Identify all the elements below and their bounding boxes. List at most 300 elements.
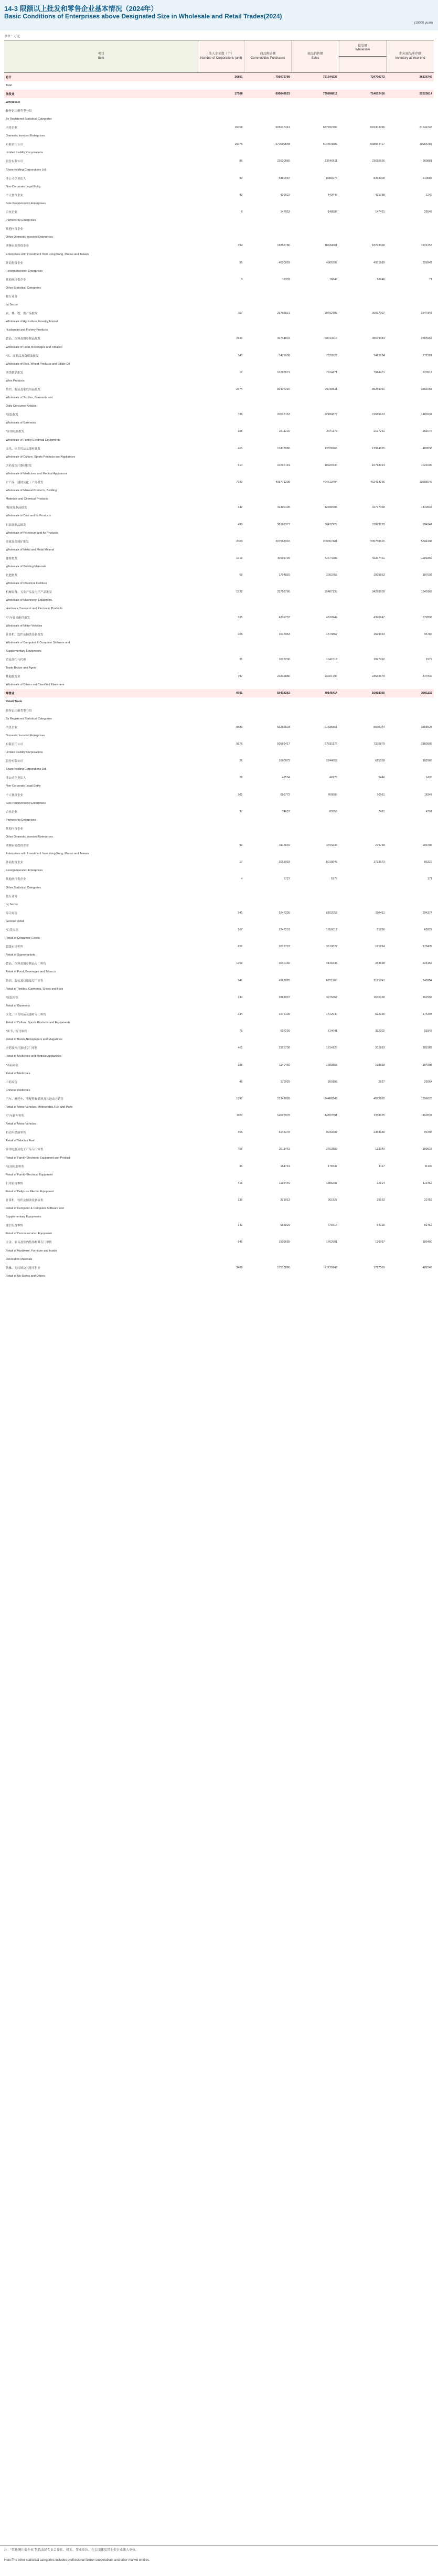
row-label: 五金、家具及室内装饰材料专门零售	[6, 1241, 52, 1245]
cell-value	[244, 706, 292, 715]
cell-value	[244, 951, 292, 959]
cell-value: 203411	[375, 911, 385, 915]
table-row	[4, 520, 434, 528]
cell-value	[198, 317, 244, 326]
table-row	[4, 334, 434, 343]
cell-value: 10929734	[324, 463, 338, 467]
table-row	[4, 951, 434, 959]
unit-label-en: (10000 yuan)	[414, 22, 433, 25]
table-row	[4, 647, 434, 655]
table-row	[4, 909, 434, 917]
row-label: Wholesale of Food, Beverages and Tobacco	[6, 345, 62, 349]
cell-value: 3601132	[387, 689, 434, 697]
cell-value	[339, 360, 386, 368]
cell-value	[387, 681, 434, 689]
cell-value: 5010847	[326, 861, 338, 864]
row-label: Foreign Invested Enterprises	[6, 869, 43, 873]
cell-value	[198, 495, 244, 503]
row-label: *米、面制品及食用油批发	[6, 354, 39, 358]
cell-value: 9233392	[326, 1131, 338, 1135]
cell-value	[292, 732, 339, 740]
cell-value	[339, 233, 386, 241]
cell-value	[198, 1137, 244, 1145]
cell-value: 1505689	[279, 1241, 290, 1244]
row-label: Wholesale of Family Electrical Equipments	[6, 438, 60, 442]
cell-value: 900881	[422, 160, 432, 163]
cell-value	[198, 1188, 244, 1196]
cell-value: 83953	[329, 810, 338, 813]
cell-value	[292, 512, 339, 520]
cell-value	[244, 732, 292, 740]
row-label: 其他内资企业	[6, 827, 24, 831]
row-label: Domestic Invested Enterprises	[6, 734, 45, 737]
row-label: Wholesale of Others not Classified Elsewhere	[6, 683, 65, 687]
cell-value	[198, 115, 244, 123]
cell-value	[198, 1213, 244, 1221]
cell-value	[387, 917, 434, 926]
table-row	[4, 765, 434, 773]
cell-value	[339, 377, 386, 385]
row-label: Limited Liability Corporations	[6, 751, 43, 755]
cell-value: 42788705	[324, 506, 338, 510]
cell-value: 136	[238, 1199, 243, 1202]
cell-value: 9589	[236, 725, 243, 729]
cell-value: 681303496	[370, 126, 385, 130]
cell-value: 489536	[422, 447, 432, 450]
cell-value: 147431	[375, 210, 385, 214]
cell-value: 724700772	[339, 73, 386, 81]
cell-value	[198, 605, 244, 613]
cell-value	[198, 639, 244, 647]
cell-value	[339, 1255, 386, 1264]
table-row	[4, 1179, 434, 1188]
row-label: Retail of Culture, Sports Products and Equipments	[6, 1021, 70, 1025]
cell-value: 178435	[422, 945, 432, 949]
cell-value: 21139742	[325, 1266, 338, 1269]
table-row	[4, 191, 434, 199]
cell-value: 3486	[236, 1266, 243, 1269]
row-label: Wholesale of Coal and Its Products	[6, 514, 51, 518]
row-label: Wholesale of Agriculture,Forestry,Animal	[6, 320, 58, 324]
cell-value: 756	[238, 1148, 243, 1151]
cell-value	[387, 647, 434, 655]
cell-value: 69227	[424, 928, 432, 932]
cell-value: 167	[238, 928, 243, 932]
cell-value	[244, 166, 292, 174]
cell-value	[339, 292, 386, 301]
cell-value	[387, 436, 434, 444]
cell-value: 141	[238, 1224, 243, 1227]
cell-value: 2511481	[279, 1148, 290, 1151]
row-label: *百货零售	[6, 929, 19, 932]
cell-value	[387, 512, 434, 520]
row-label: Decoration Materials	[6, 1257, 33, 1261]
cell-value: 12964835	[372, 447, 385, 450]
table-row	[4, 250, 434, 258]
cell-value: 12	[239, 370, 243, 374]
row-label: Retail Trade	[6, 700, 23, 704]
cell-value	[339, 596, 386, 605]
table-row	[4, 453, 434, 461]
cell-value	[244, 267, 292, 275]
cell-value	[244, 748, 292, 757]
cell-value: 26548	[424, 210, 432, 214]
cell-value: 7520522	[326, 354, 338, 357]
row-label: 总计	[4, 73, 198, 81]
table-row	[4, 554, 434, 563]
cell-value: 405771308	[275, 481, 290, 484]
cell-value	[198, 1272, 244, 1280]
cell-value	[292, 284, 339, 292]
cell-value	[292, 343, 339, 352]
cell-value: 8070044	[373, 725, 385, 729]
cell-value	[387, 748, 434, 757]
table-row	[4, 208, 434, 216]
table-row	[4, 1120, 434, 1128]
cell-value: 1660972	[279, 759, 290, 763]
cell-value	[292, 985, 339, 993]
table-row	[4, 309, 434, 317]
cell-value	[244, 1035, 292, 1044]
row-label: 股份有限公司	[6, 760, 24, 764]
row-label: 机械设备、五金产品及电子产品批发	[6, 591, 52, 595]
cell-value	[244, 866, 292, 875]
cell-value	[244, 596, 292, 605]
cell-value	[339, 951, 386, 959]
cell-value	[198, 866, 244, 875]
cell-value	[292, 664, 339, 672]
cell-value	[339, 866, 386, 875]
cell-value: 2974	[236, 388, 243, 391]
cell-value	[292, 605, 339, 613]
cell-value	[339, 850, 386, 858]
cell-value	[387, 1255, 434, 1264]
row-label: By Registered Statistical Categories	[6, 717, 52, 720]
cell-value: 514	[238, 463, 243, 467]
cell-value	[244, 968, 292, 976]
cell-value: 23753	[424, 1199, 432, 1202]
row-label: 有限责任公司	[6, 743, 24, 746]
row-label: *西药零售	[6, 1064, 19, 1067]
table-row	[4, 706, 434, 715]
row-label: *家用电器批发	[6, 430, 25, 434]
cell-value	[292, 107, 339, 115]
cell-value: 2827	[378, 1080, 385, 1084]
cell-value	[387, 1247, 434, 1255]
cell-value: 279738	[375, 844, 385, 847]
cell-value: 1640162	[421, 590, 432, 594]
cell-value: 499	[238, 523, 243, 526]
cell-value	[387, 1171, 434, 1179]
cell-value: 10267181	[277, 463, 290, 467]
cell-value: 294374	[422, 911, 432, 915]
cell-value	[387, 1103, 434, 1111]
row-label: Domestic Invested Enterprises	[6, 134, 45, 138]
cell-value	[292, 394, 339, 402]
cell-value: 69	[239, 574, 243, 577]
row-label: 矿产品、建材及化工产品批发	[6, 481, 44, 485]
header-corporations-en: Number of Corporations (unit)	[200, 56, 242, 60]
row-label: 化肥批发	[6, 574, 18, 578]
cell-value	[244, 1213, 292, 1221]
cell-value: 435788	[375, 193, 385, 197]
cell-value: 324158	[422, 962, 432, 966]
cell-value	[387, 639, 434, 647]
cell-value	[198, 884, 244, 892]
row-label: Share-holding Corporations Ltd.	[6, 168, 47, 172]
cell-value	[244, 81, 292, 90]
cell-value: 1578109	[279, 1012, 290, 1016]
cell-value: 243	[238, 354, 243, 357]
cell-value	[339, 884, 386, 892]
cell-value	[244, 563, 292, 571]
cell-value	[339, 301, 386, 309]
cell-value: 31	[239, 658, 243, 662]
cell-value	[244, 199, 292, 208]
cell-value: 3976362	[326, 995, 338, 999]
cell-value	[387, 799, 434, 808]
cell-value	[244, 1272, 292, 1280]
header-item-en: Item	[98, 56, 104, 60]
cell-value: 23620865	[277, 160, 290, 163]
cell-value	[339, 1204, 386, 1213]
table-row	[4, 1095, 434, 1103]
cell-value: 605647441	[275, 126, 290, 130]
cell-value: 1489237	[421, 413, 432, 417]
cell-value: 645	[238, 1241, 243, 1244]
cell-value	[292, 934, 339, 942]
cell-value	[292, 866, 339, 875]
row-label: 股份有限公司	[6, 160, 24, 164]
cell-value: 234	[238, 1012, 243, 1016]
cell-value	[292, 377, 339, 385]
cell-value	[339, 833, 386, 841]
cell-value	[198, 394, 244, 402]
table-row	[4, 402, 434, 410]
cell-value	[244, 419, 292, 427]
cell-value: 657292708	[323, 126, 338, 130]
cell-value	[198, 1086, 244, 1095]
table-row	[4, 444, 434, 453]
table-row	[4, 157, 434, 165]
row-label: 个人独资企业	[6, 194, 24, 197]
row-label: 通信设备零售	[6, 1224, 24, 1228]
row-label: 非公司企业法人	[6, 777, 26, 780]
cell-value	[387, 1272, 434, 1280]
cell-value: 2744655	[326, 759, 338, 763]
row-label: Materials and Chemical Products	[6, 497, 48, 501]
row-label: 建材批发	[6, 557, 18, 560]
cell-value	[198, 1103, 244, 1111]
row-label: 汽车、摩托车、零配件和燃料及其他动力销售	[6, 1097, 64, 1101]
cell-value: 2125741	[373, 979, 385, 982]
cell-value	[339, 875, 386, 883]
row-label: 酒类制品批发	[6, 371, 24, 375]
table-row	[4, 1061, 434, 1069]
cell-value: 18347	[424, 793, 432, 797]
cell-value	[244, 850, 292, 858]
cell-value	[244, 317, 292, 326]
cell-value: 4390647	[373, 616, 385, 619]
row-label: Other Statistical Categories	[6, 886, 41, 889]
cell-value	[387, 166, 434, 174]
row-label: Retail of Communication Equipment	[6, 1232, 52, 1236]
cell-value	[292, 419, 339, 427]
cell-value	[292, 267, 339, 275]
row-label: Other Domestic Invested Enterprises	[6, 835, 53, 839]
cell-value	[198, 985, 244, 993]
cell-value	[244, 934, 292, 942]
cell-value: 3510827	[326, 945, 338, 949]
cell-value: 21689413	[372, 413, 385, 417]
cell-value	[244, 884, 292, 892]
row-label: Hardware,Transport and Electronic Products	[6, 607, 63, 611]
cell-value	[244, 1103, 292, 1111]
cell-value: 19905788	[419, 143, 432, 146]
cell-value	[387, 98, 434, 107]
table-row	[4, 689, 434, 697]
cell-value: 46179	[329, 776, 338, 780]
cell-value	[198, 486, 244, 495]
cell-value	[387, 394, 434, 402]
cell-value	[244, 343, 292, 352]
cell-value: 23533678	[372, 675, 385, 679]
row-label: 其他统计类企业	[6, 278, 26, 282]
cell-value: 29163	[377, 1199, 385, 1202]
table-row	[4, 292, 434, 301]
cell-value	[292, 833, 339, 841]
cell-value	[244, 1188, 292, 1196]
cell-value	[198, 377, 244, 385]
cell-value: 205758615	[370, 539, 385, 543]
row-label: 食品、饮料及烟草制品专门零售	[6, 962, 47, 966]
cell-value: 42337461	[372, 556, 385, 560]
cell-value	[292, 402, 339, 410]
header-wholesale-en: Wholesale	[355, 48, 370, 51]
header-wholesale-spacer	[339, 57, 386, 73]
row-label: Other Statistical Categories	[6, 286, 41, 290]
row-label: *服装批发	[6, 414, 19, 417]
table-row	[4, 394, 434, 402]
cell-value	[339, 149, 386, 157]
table-row	[4, 875, 434, 883]
cell-value: 187093	[422, 574, 432, 577]
cell-value: 30792797	[324, 312, 338, 315]
cell-value	[339, 1069, 386, 1078]
cell-value: 51452	[424, 1224, 432, 1227]
header-purchases	[244, 40, 292, 73]
cell-value: 7914471	[326, 370, 338, 374]
cell-value: 1140459	[279, 1063, 290, 1067]
cell-value: 3361058	[421, 388, 432, 391]
cell-value: 1296628	[421, 1097, 432, 1100]
cell-value: 18634061	[324, 244, 338, 248]
cell-value	[387, 377, 434, 385]
cell-value: 1247201	[279, 928, 290, 932]
cell-value: 4530249	[326, 616, 338, 619]
table-row	[4, 546, 434, 554]
cell-value	[387, 107, 434, 115]
cell-value	[244, 512, 292, 520]
cell-value: 3794236	[326, 844, 338, 847]
row-label: Supplementary Equipments	[6, 1215, 41, 1219]
cell-value: 3358528	[421, 725, 432, 729]
cell-value: 429922	[280, 193, 290, 197]
cell-value	[339, 225, 386, 233]
row-label: 按登记注册类型分组	[6, 109, 32, 113]
cell-value	[292, 1188, 339, 1196]
cell-value	[387, 605, 434, 613]
cell-value	[292, 1137, 339, 1145]
cell-value: 70561	[377, 793, 385, 797]
table-row	[4, 241, 434, 250]
cell-value	[387, 850, 434, 858]
cell-value: 1517053	[279, 632, 290, 636]
cell-value	[387, 732, 434, 740]
table-row	[4, 824, 434, 833]
row-label: Trade Broker and Agent	[6, 666, 37, 670]
cell-value	[292, 1204, 339, 1213]
cell-value	[339, 394, 386, 402]
cell-value: 714632416	[339, 90, 386, 98]
cell-value	[292, 1002, 339, 1010]
cell-value: 301	[238, 793, 243, 797]
cell-value: 116452	[423, 1181, 432, 1185]
cell-value: 3	[241, 278, 243, 281]
cell-value	[339, 166, 386, 174]
cell-value: 6721260	[326, 979, 338, 982]
table-row	[4, 782, 434, 790]
cell-value: 42	[239, 193, 243, 197]
cell-value	[387, 1188, 434, 1196]
cell-value: 6102055	[326, 911, 338, 915]
cell-value: 461	[238, 447, 243, 450]
cell-value	[198, 934, 244, 942]
cell-value	[244, 284, 292, 292]
header-wholesale-cn: 批发额	[358, 44, 368, 48]
row-label: Wine Products	[6, 379, 25, 383]
table-row	[4, 1086, 434, 1095]
cell-value	[244, 394, 292, 402]
table-row	[4, 115, 434, 123]
cell-value	[198, 343, 244, 352]
row-label: Retail of Daily-use Electric Equipment	[6, 1190, 55, 1193]
cell-value	[339, 284, 386, 292]
cell-value: 1041513	[326, 658, 338, 662]
cell-value: 61335551	[324, 725, 338, 729]
cell-value	[244, 765, 292, 773]
row-label: Wholesale of Medicines and Medical Appliances	[6, 472, 68, 475]
cell-value: 652	[238, 945, 243, 949]
header-inventory	[387, 40, 434, 73]
cell-value: 2003756	[326, 574, 338, 577]
table-title-cn: 14-3 限额以上批发和零售企业基本情况（2024年）	[4, 5, 158, 13]
cell-value	[198, 98, 244, 107]
cell-value	[198, 816, 244, 824]
cell-value: 207668316	[275, 539, 290, 543]
cell-value	[292, 1086, 339, 1095]
cell-value	[244, 1154, 292, 1162]
row-label: Non-Corporate Legal Entity	[6, 785, 41, 788]
row-label: Non-Corporate Legal Entity	[6, 185, 41, 188]
table-row	[4, 934, 434, 942]
cell-value	[244, 1052, 292, 1061]
table-row	[4, 360, 434, 368]
cell-value: 74637	[282, 810, 290, 813]
header-purchases-en: Commodities Purchases	[251, 56, 285, 60]
cell-value	[198, 267, 244, 275]
table-row	[4, 503, 434, 512]
